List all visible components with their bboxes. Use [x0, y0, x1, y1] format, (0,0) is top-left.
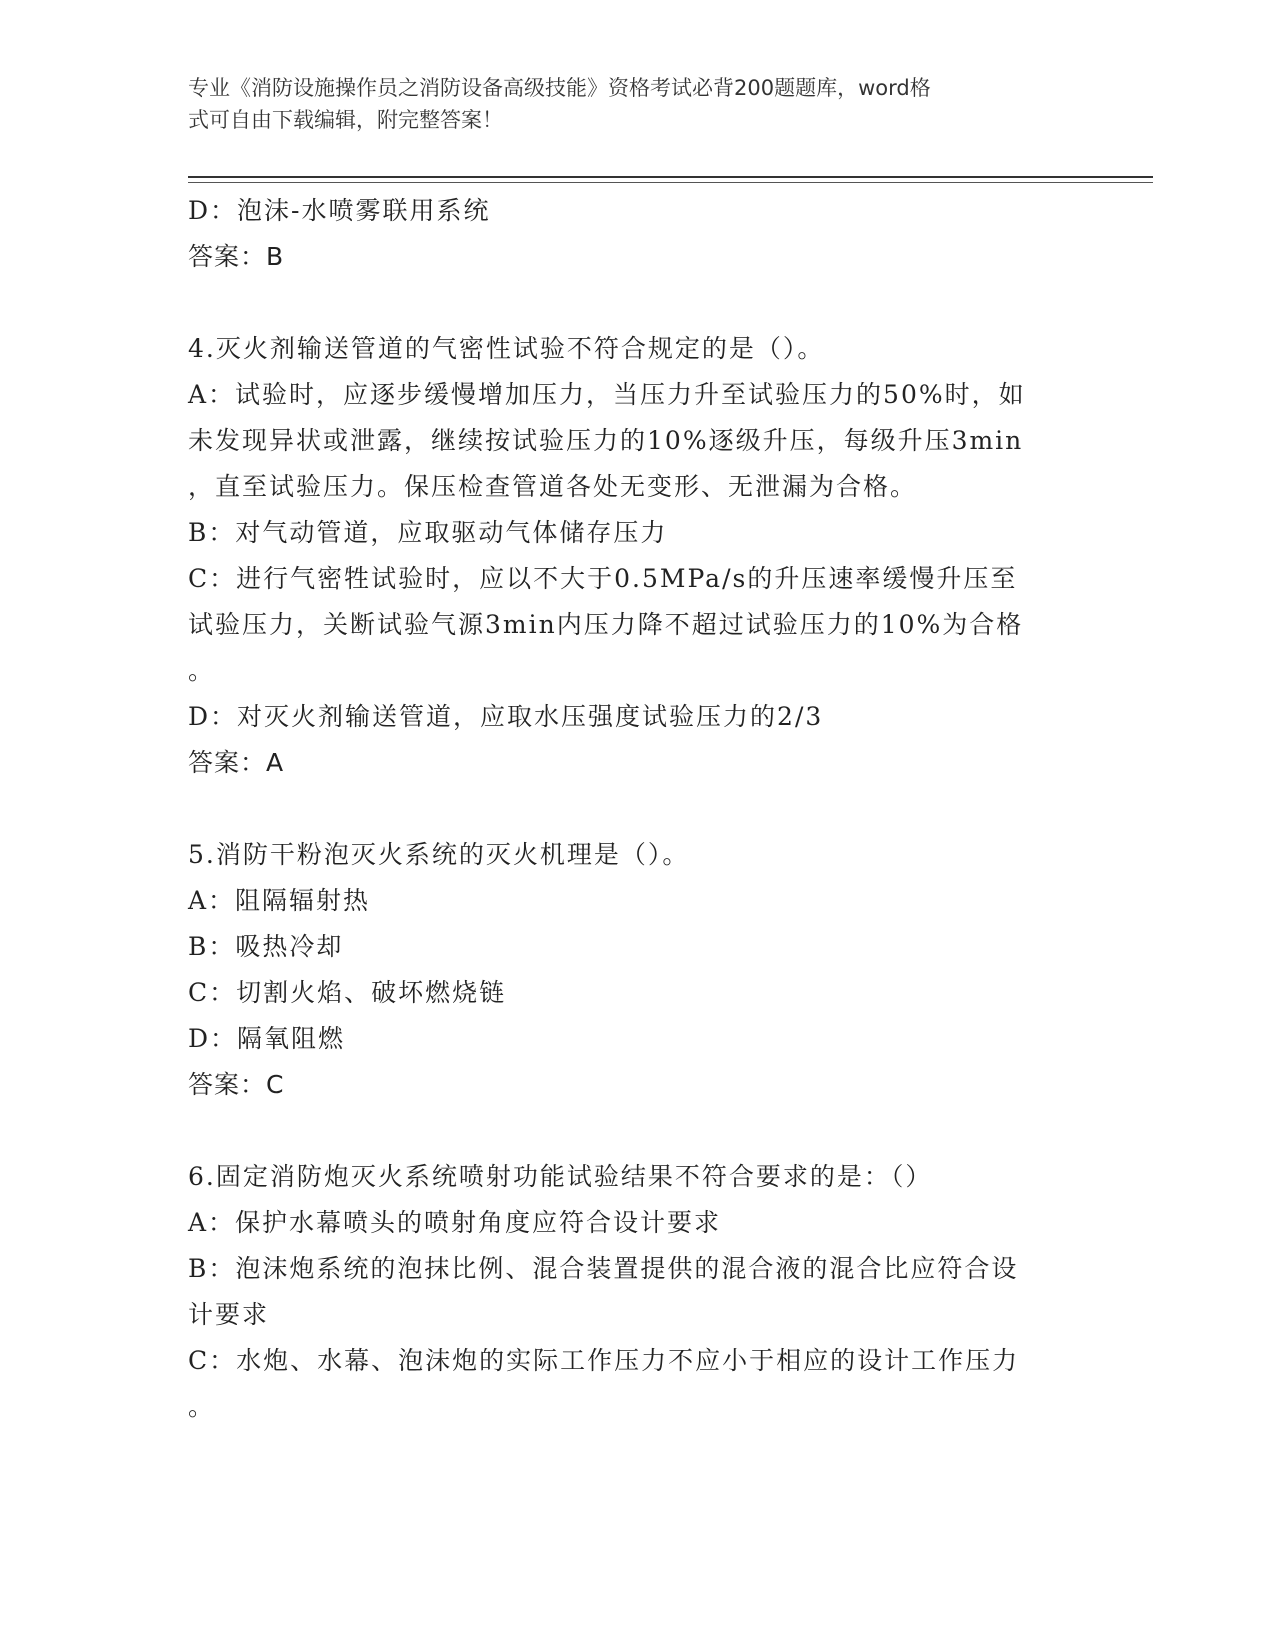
q4-option-b: B：对气动管道，应取驱动气体储存压力 — [188, 518, 668, 547]
q3-answer: 答案：B — [188, 242, 285, 271]
q6-question: 6.固定消防炮灭火系统喷射功能试验结果不符合要求的是：（） — [188, 1162, 933, 1191]
q6-option-b-line2: 计要求 — [188, 1300, 270, 1329]
q5-answer: 答案：C — [188, 1070, 285, 1099]
header-rule-thin — [188, 182, 1153, 183]
q4-question: 4.灭火剂输送管道的气密性试验不符合规定的是（）。 — [188, 334, 825, 363]
q4-option-d: D：对灭火剂输送管道，应取水压强度试验压力的2/3 — [188, 702, 824, 731]
q6-option-c-line2: 。 — [188, 1392, 216, 1421]
q3-option-d: D：泡沫-水喷雾联用系统 — [188, 196, 491, 225]
document-header: 专业《消防设施操作员之消防设备高级技能》资格考试必背200题题库，word格 式可自由下载编辑，附完整答案！ — [188, 76, 931, 132]
q4-option-a-line1: A：试验时，应逐步缓慢增加压力，当压力升至试验压力的50%时，如 — [188, 380, 1026, 409]
q5-option-d: D：隔氧阻燃 — [188, 1024, 346, 1053]
q6-option-b-line1: B：泡沫炮系统的泡抹比例、混合装置提供的混合液的混合比应符合设 — [188, 1254, 1019, 1283]
q4-answer: 答案：A — [188, 748, 285, 777]
q6-option-a: A：保护水幕喷头的喷射角度应符合设计要求 — [188, 1208, 722, 1237]
q4-option-c-line1: C：进行气密牲试验时，应以不大于0.5MPa/s的升压速率缓慢升压至 — [188, 564, 1018, 593]
q5-option-b: B：吸热冷却 — [188, 932, 344, 961]
header-rule-thick — [188, 176, 1153, 178]
q5-question: 5.消防干粉泡灭火系统的灭火机理是（）。 — [188, 840, 690, 869]
question-content — [188, 188, 1088, 1430]
q4-option-a-line2: 未发现异状或泄露，继续按试验压力的10%逐级升压，每级升压3min — [188, 426, 1024, 455]
q4-option-c-line3: 。 — [188, 656, 216, 685]
spacer — [188, 1108, 1088, 1154]
q5-option-c: C：切割火焰、破坏燃烧链 — [188, 978, 507, 1007]
q4-option-a-line3: ，直至试验压力。保压检查管道各处无变形、无泄漏为合格。 — [188, 472, 918, 501]
q6-option-c-line1: C：水炮、水幕、泡沫炮的实际工作压力不应小于相应的设计工作压力 — [188, 1346, 1020, 1375]
spacer — [188, 786, 1088, 832]
spacer — [188, 280, 1088, 326]
q4-option-c-line2: 试验压力，关断试验气源3min内压力降不超过试验压力的10%为合格 — [188, 610, 1024, 639]
q5-option-a: A：阻隔辐射热 — [188, 886, 371, 915]
